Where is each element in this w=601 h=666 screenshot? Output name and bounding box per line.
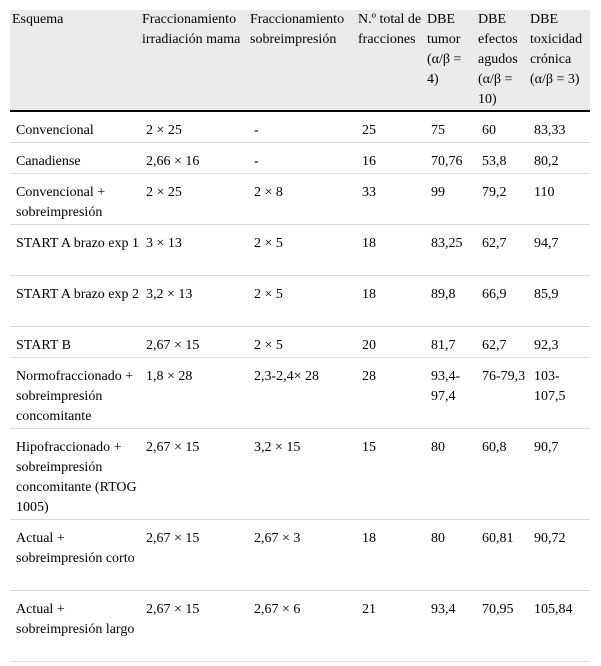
- table-cell: 103-107,5: [528, 357, 590, 428]
- table-cell: 28: [356, 357, 425, 428]
- table-cell: 1,8 × 28: [140, 357, 248, 428]
- table-cell: 62,7: [476, 224, 528, 275]
- row-scheme-cell: Canadiense: [10, 142, 140, 173]
- table-cell: -: [248, 111, 356, 142]
- table-cell: 2,67 × 15: [140, 326, 248, 357]
- table-cell: 70,95: [476, 590, 528, 661]
- table-row: [10, 275, 590, 326]
- table-cell: 2 × 5: [248, 224, 356, 275]
- table-cell: 90,72: [528, 519, 590, 590]
- table-cell: 2 × 5: [248, 275, 356, 326]
- header-esquema: Esquema: [10, 10, 140, 111]
- table-cell: 16: [356, 142, 425, 173]
- table-cell: 70,76: [425, 142, 476, 173]
- table-cell: 15: [356, 428, 425, 519]
- fractionation-table: [10, 10, 590, 662]
- table-cell: 83,25: [425, 224, 476, 275]
- table-cell: 18: [356, 275, 425, 326]
- table-cell: 20: [356, 326, 425, 357]
- table-cell: 92,3: [528, 326, 590, 357]
- table-row: [10, 590, 590, 661]
- table-cell: 110: [528, 173, 590, 224]
- table-cell: 60: [476, 111, 528, 142]
- table-cell: 89,8: [425, 275, 476, 326]
- header-dbe-cronica: DBE toxicidad crónica (α/β = 3): [528, 10, 590, 111]
- table-cell: 2,67 × 3: [248, 519, 356, 590]
- table-cell: 80: [425, 428, 476, 519]
- header-fraccionamiento-sobreimpresion: Fraccionamiento sobreimpresión: [248, 10, 356, 111]
- table-row: [10, 357, 590, 428]
- table-cell: 2 × 25: [140, 173, 248, 224]
- table-cell: -: [248, 142, 356, 173]
- table-cell: 99: [425, 173, 476, 224]
- table-cell: 2,67 × 15: [140, 590, 248, 661]
- table-cell: 21: [356, 590, 425, 661]
- table-cell: 2,67 × 6: [248, 590, 356, 661]
- table-row: [10, 428, 590, 519]
- table-row: [10, 326, 590, 357]
- table-cell: 83,33: [528, 111, 590, 142]
- table-cell: 2 × 25: [140, 111, 248, 142]
- table-cell: 80: [425, 519, 476, 590]
- header-dbe-tumor: DBE tumor (α/β = 4): [425, 10, 476, 111]
- table-cell: 76-79,3: [476, 357, 528, 428]
- table-cell: 79,2: [476, 173, 528, 224]
- header-dbe-agudos: DBE efectos agudos (α/β = 10): [476, 10, 528, 111]
- table-cell: 2 × 8: [248, 173, 356, 224]
- table-cell: 60,81: [476, 519, 528, 590]
- table-cell: 66,9: [476, 275, 528, 326]
- header-fraccionamiento-mama: Fraccionamiento irradiación mama: [140, 10, 248, 111]
- row-scheme-cell: START B: [10, 326, 140, 357]
- table-cell: 75: [425, 111, 476, 142]
- fractionation-table-container: [10, 10, 590, 662]
- table-header: [10, 10, 590, 111]
- table-cell: 90,7: [528, 428, 590, 519]
- table-cell: 18: [356, 224, 425, 275]
- table-cell: 81,7: [425, 326, 476, 357]
- table-cell: 105,84: [528, 590, 590, 661]
- table-body: [10, 111, 590, 661]
- row-scheme-cell: Hipofraccionado + sobreimpresión concomitante (RTOG 1005): [10, 428, 140, 519]
- table-cell: 80,2: [528, 142, 590, 173]
- table-cell: 93,4-97,4: [425, 357, 476, 428]
- row-scheme-cell: Normofraccionado + sobreimpresión concomitante: [10, 357, 140, 428]
- header-row: [10, 10, 590, 111]
- row-scheme-cell: START A brazo exp 1: [10, 224, 140, 275]
- table-cell: 3 × 13: [140, 224, 248, 275]
- row-scheme-cell: Convencional + sobreimpresión: [10, 173, 140, 224]
- row-scheme-cell: Actual + sobreimpresión corto: [10, 519, 140, 590]
- row-scheme-cell: Actual + sobreimpresión largo: [10, 590, 140, 661]
- table-cell: 93,4: [425, 590, 476, 661]
- table-cell: 53,8: [476, 142, 528, 173]
- table-cell: 3,2 × 13: [140, 275, 248, 326]
- table-cell: 85,9: [528, 275, 590, 326]
- table-cell: 62,7: [476, 326, 528, 357]
- table-cell: 94,7: [528, 224, 590, 275]
- table-cell: 33: [356, 173, 425, 224]
- table-row: [10, 111, 590, 142]
- table-row: [10, 173, 590, 224]
- table-cell: 2,67 × 15: [140, 428, 248, 519]
- table-cell: 2,67 × 15: [140, 519, 248, 590]
- table-cell: 2,66 × 16: [140, 142, 248, 173]
- table-row: [10, 224, 590, 275]
- row-scheme-cell: START A brazo exp 2: [10, 275, 140, 326]
- table-cell: 3,2 × 15: [248, 428, 356, 519]
- table-row: [10, 142, 590, 173]
- header-total-fracciones: N.º total de fracciones: [356, 10, 425, 111]
- table-row: [10, 519, 590, 590]
- table-cell: 18: [356, 519, 425, 590]
- row-scheme-cell: Convencional: [10, 111, 140, 142]
- table-cell: 60,8: [476, 428, 528, 519]
- table-cell: 2 × 5: [248, 326, 356, 357]
- table-cell: 2,3-2,4× 28: [248, 357, 356, 428]
- table-cell: 25: [356, 111, 425, 142]
